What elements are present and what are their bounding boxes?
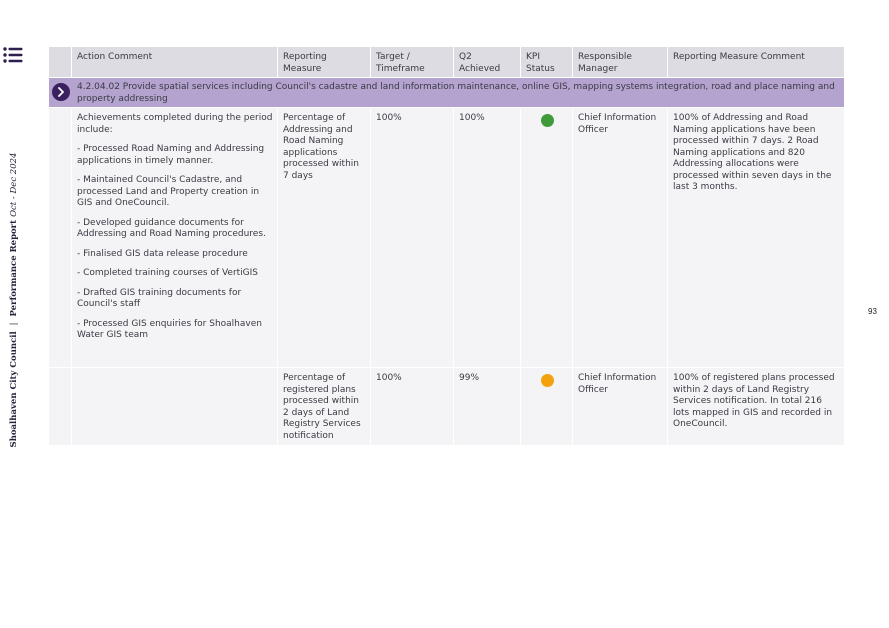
action-comment-line: - Completed training courses of VertiGIS <box>77 268 259 278</box>
action-comment-line: - Developed guidance documents for Addressing and Road Naming procedures. <box>77 217 266 239</box>
header-kpi-status: KPI Status <box>521 47 573 77</box>
header-q2-achieved: Q2 Achieved <box>454 47 521 77</box>
measure-comment-cell: 100% of Addressing and Road Naming applications have been processed within 7 days. 2 Road Naming applications and 820 Addressing allocations were processed within seven days in the last 3 months. <box>668 107 844 367</box>
group-toggle-cell <box>49 77 72 107</box>
responsible-manager-cell: Chief Information Officer <box>573 367 668 445</box>
action-comment-line: - Maintained Council's Cadastre, and processed Land and Property creation in GIS and OneCouncil. <box>77 175 260 208</box>
page-number: 93 <box>868 307 877 316</box>
performance-table <box>49 47 844 445</box>
action-comment-line: - Processed GIS enquiries for Shoalhaven Water GIS team <box>77 318 262 340</box>
q2-achieved-cell: 100% <box>454 107 521 367</box>
reporting-measure-cell: Percentage of Addressing and Road Naming applications processed within 7 days <box>278 107 371 367</box>
action-comment-line: Achievements completed during the period include: <box>77 113 273 135</box>
table-row <box>49 107 844 367</box>
report-period: Oct - Dec 2024 <box>9 152 19 217</box>
header-target: Target / Timeframe <box>371 47 454 77</box>
action-comment-cell <box>72 367 278 445</box>
header-action-comment: Action Comment <box>72 47 278 77</box>
q2-achieved-cell: 99% <box>454 367 521 445</box>
row-toggle-cell <box>49 107 72 367</box>
action-group-row <box>49 77 844 107</box>
header-responsible-manager: Responsible Manager <box>573 47 668 77</box>
header-toggle-column <box>49 47 72 77</box>
action-group-title: 4.2.04.02 Provide spatial services including Council's cadastre and land information maintenance, online GIS, mapping systems integration, road and place naming and property addressing <box>72 77 844 107</box>
report-side-label <box>9 153 19 448</box>
side-label-separator: | <box>9 322 19 326</box>
action-comment-line: - Finalised GIS data release procedure <box>77 248 248 259</box>
kpi-status-cell <box>521 367 573 445</box>
header-measure-comment: Reporting Measure Comment <box>668 47 844 77</box>
row-toggle-cell <box>49 367 72 445</box>
kpi-status-cell <box>521 107 573 367</box>
measure-comment-cell: 100% of registered plans processed within 2 days of Land Registry Services notification. In total 216 lots mapped in GIS and recorded in OneCouncil. <box>668 367 844 445</box>
action-comment-line: - Drafted GIS training documents for Council's staff <box>77 287 242 309</box>
action-comment-line: - Processed Road Naming and Addressing applications in timely manner. <box>77 144 265 166</box>
kpi-status-dot <box>541 114 554 127</box>
kpi-status-dot <box>541 374 554 387</box>
action-comment-cell <box>72 107 278 367</box>
target-cell: 100% <box>371 367 454 445</box>
expand-chevron-icon[interactable] <box>52 83 70 101</box>
reporting-measure-cell: Percentage of registered plans processed within 2 days of Land Registry Services notification <box>278 367 371 445</box>
responsible-manager-cell: Chief Information Officer <box>573 107 668 367</box>
council-name: Shoalhaven City Council <box>9 331 19 448</box>
header-reporting-measure: Reporting Measure <box>278 47 371 77</box>
table-header-row <box>49 47 844 77</box>
target-cell: 100% <box>371 107 454 367</box>
menu-icon[interactable] <box>3 47 23 63</box>
table-row <box>49 367 844 445</box>
report-name: Performance Report <box>9 219 19 317</box>
